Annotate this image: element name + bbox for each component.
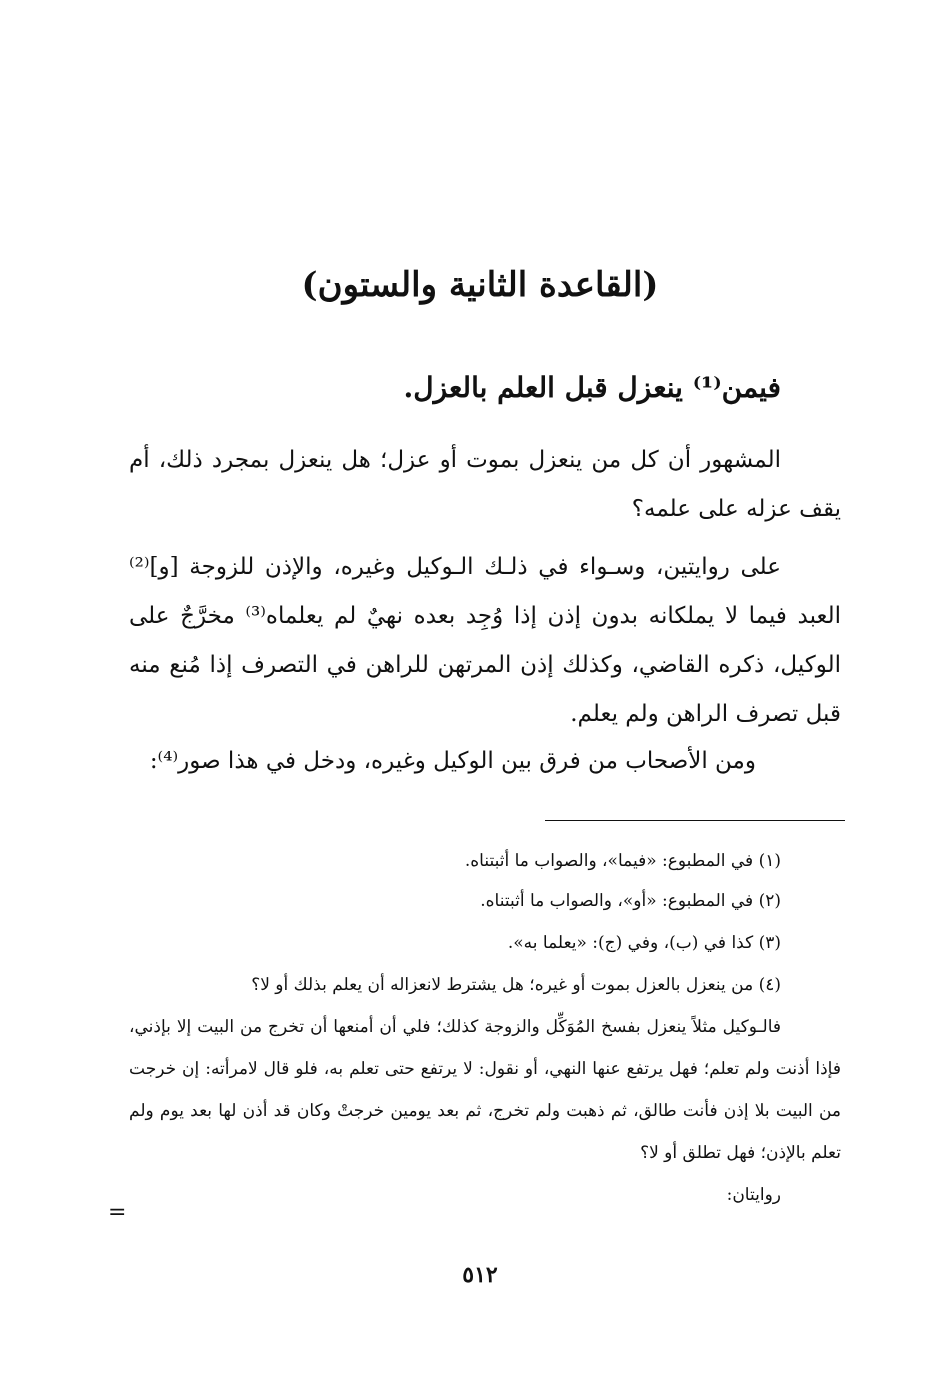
body-paragraph-3: ومن الأصحاب من فرق بين الوكيل وغيره، ودخل في هذا صور⁽⁴⁾: [149,748,756,774]
footnote-3: (٣) كذا في (ب)، وفي (ج): «يعلما به». [507,933,781,953]
body-paragraph-1: المشهور أن كل من ينعزل بموت أو عزل؛ هل ينعزل بمجرد ذلك، أم يقف عزله على علمه؟ [129,447,841,522]
page-number: ٥١٢ [462,1262,498,1288]
footnote-4-body: فالـوكيل مثلاً ينعزل بفسخ المُوَكِّل والزوجة كذلك؛ فلي أن أمنعها أن تخرج من البيت إلا بإذني، فإذا أذنت ولم تعلم؛ فهل يرتفع عنها النهي، أو نقول: لا يرتفع حتى تعلم به، فلو قال لامرأته: إن خرجت من البيت بلا إذن فأنت طالق، ثم ذهبت ولم تخرج، ثم بعد يومين خرجتْ وكان قد أذن لها بعد يوم ولم تعلم بالإذن؛ فهل تطلق أو لا؟ [129,1017,841,1163]
continuation-mark: = [108,1200,127,1225]
footnote-4-intro: (٤) من ينعزل بالعزل بموت أو غيره؛ هل يشترط لانعزاله أن يعلم بذلك أو لا؟ [251,975,781,995]
footnote-divider [545,820,845,821]
rule-subtitle: فيمن⁽¹⁾ ينعزل قبل العلم بالعزل. [403,371,781,404]
footnote-2: (٢) في المطبوع: «أو»، والصواب ما أثبتناه. [480,891,781,911]
footnote-4 [129,964,841,1216]
footnote-4-end: روايتان: [726,1185,781,1205]
footnote-1: (١) في المطبوع: «فيما»، والصواب ما أثبتناه. [464,851,781,871]
body-paragraph-2: على روايتين، وسـواء في ذلـك الـوكيل وغيره، والإذن للزوجة [و]⁽²⁾العبد فيما لا يملكانه بدون إذن إذا وُجِد بعده نهيٌ لم يعلماه⁽³⁾ مخرَّجٌ على الوكيل، ذكره القاضي، وكذلك إذن المرتهن للراهن في التصرف إذا مُنع منه قبل تصرف الراهن ولم يعلم. [129,554,841,727]
rule-title: (القاعدة الثانية والستون) [301,265,659,305]
